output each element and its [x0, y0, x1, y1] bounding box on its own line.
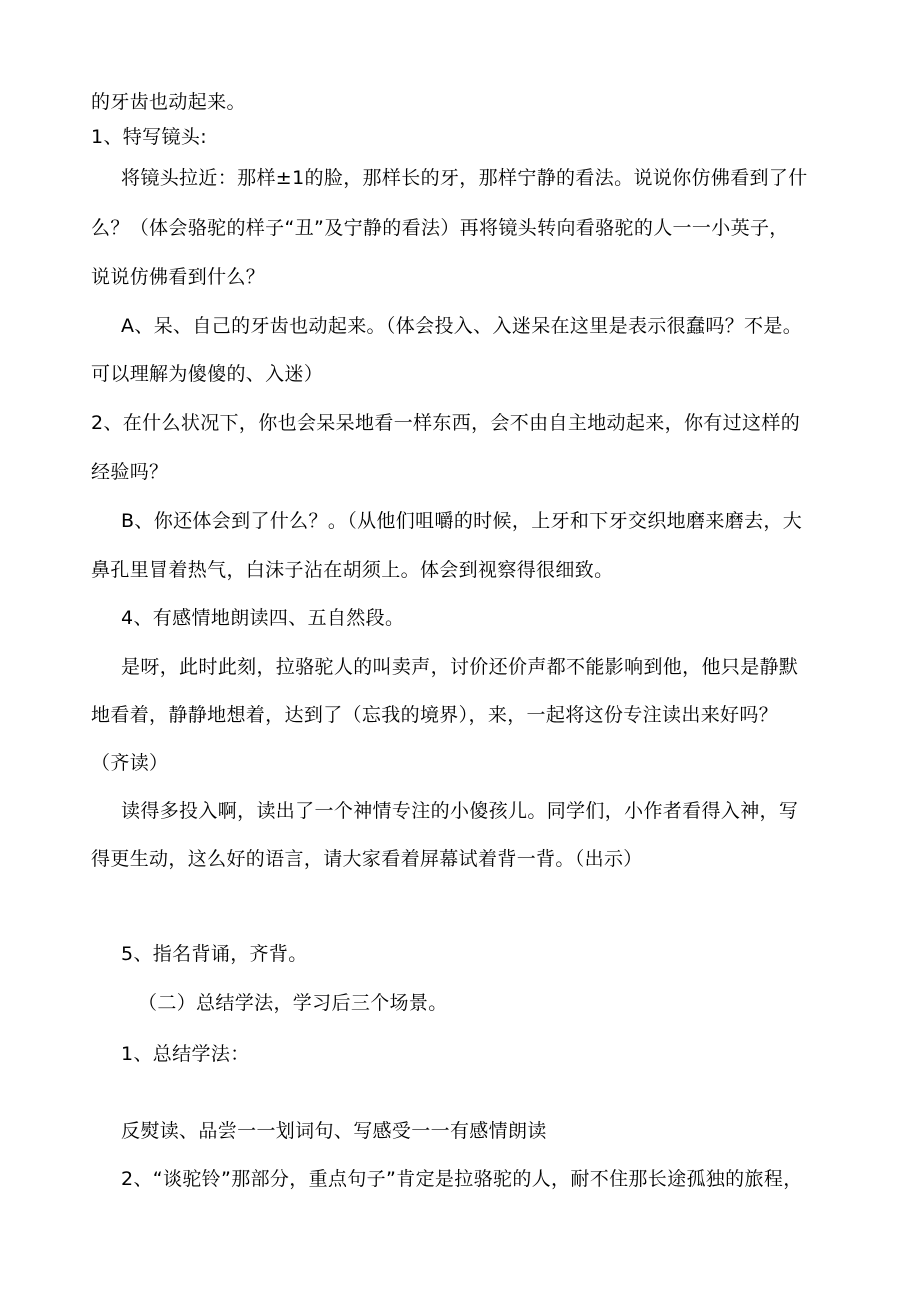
text-line: 地看着，静静地想着，达到了（忘我的境界），来，一起将这份专注读出来好吗？ [91, 704, 779, 726]
text-line: 的牙齿也动起来。 [91, 91, 246, 113]
text-line: 经验吗？ [91, 461, 169, 483]
text-line: 4、有感情地朗读四、五自然段。 [121, 607, 405, 629]
text-line: 说说仿佛看到什么？ [91, 266, 266, 288]
text-line: B、你还体会到了什么？。（从他们咀嚼的时候，上牙和下牙交织地磨来磨去，大 [121, 510, 803, 532]
text-line: 么？（体会骆驼的样子“丑”及宁静的看法）再将镜头转向看骆驼的人一一小英子， [91, 217, 789, 239]
text-line: 得更生动，这么好的语言，请大家看着屏幕试着背一背。（出示） [91, 848, 643, 870]
text-line: 2、“谈驼铃”那部分，重点句子”肯定是拉骆驼的人，耐不住那长途孤独的旅程， [121, 1168, 803, 1190]
text-line: （齐读） [91, 752, 169, 774]
section-heading: 1、特写镜头: [91, 126, 207, 148]
text-line: A、呆、自己的牙齿也动起来。（体会投入、入迷呆在这里是表示很蠢吗？不是。 [121, 315, 803, 337]
text-line: 2、在什么状况下，你也会呆呆地看一样东西，会不由自主地动起来，你有过这样的 [91, 412, 801, 434]
text-line: 1、总结学法： [121, 1043, 250, 1065]
text-line: 可以理解为傻傻的、入迷） [91, 363, 324, 385]
text-line: 5、指名背诵，齐背。 [121, 943, 308, 965]
text-line: 将镜头拉近：那样±1的脸，那样长的牙，那样宁静的看法。说说你仿佛看到了什 [121, 167, 808, 189]
text-line: 是呀，此时此刻，拉骆驼人的叫卖声，讨价还价声都不能影响到他，他只是静默 [121, 656, 799, 678]
text-line: 鼻孔里冒着热气，白沫子沾在胡须上。体会到视察得很细致。 [91, 559, 614, 581]
section-heading: （二）总结学法，学习后三个场景。 [138, 992, 448, 1014]
text-line: 读得多投入啊，读出了一个神情专注的小傻孩儿。同学们，小作者看得入神，写 [121, 800, 799, 822]
text-line: 反熨读、品尝一一划词句、写感受一一有感情朗读 [121, 1120, 547, 1142]
